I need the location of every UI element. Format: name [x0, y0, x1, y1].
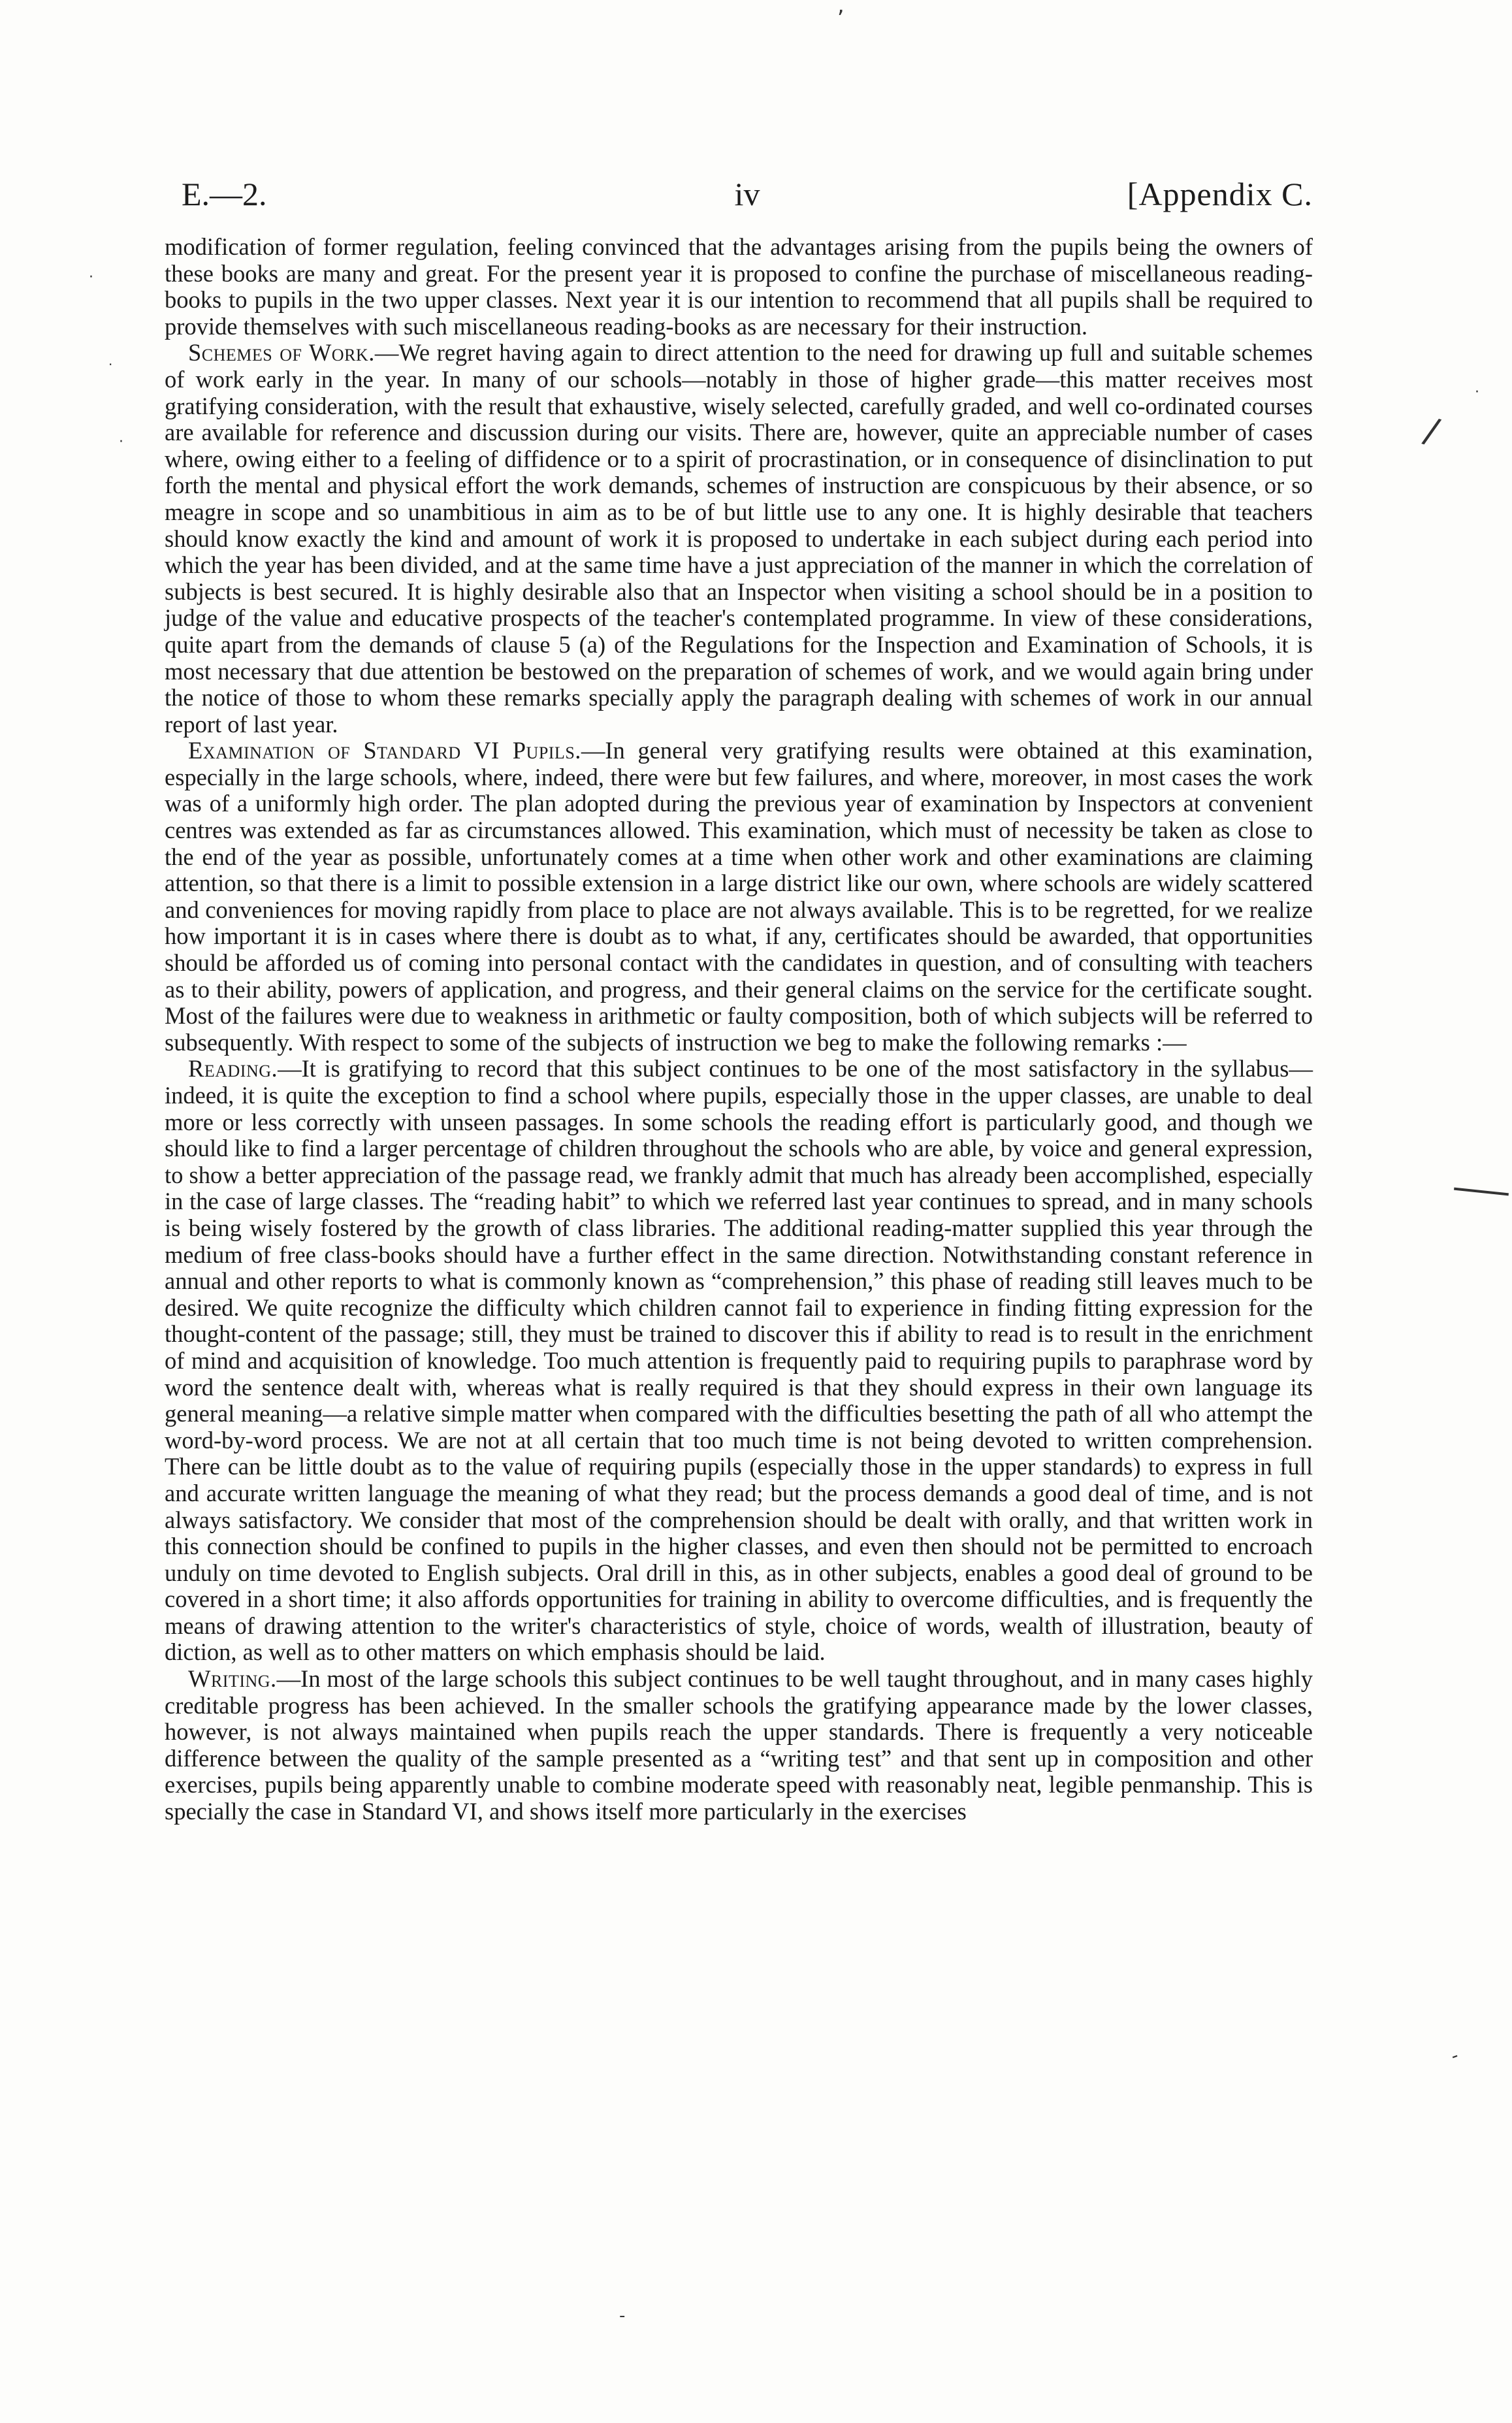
- ink-speck-mark: ,: [837, 0, 844, 18]
- paragraph-reading: [165, 1056, 1313, 1666]
- margin-pencil-line-mark: [1454, 1188, 1509, 1196]
- margin-dot-mark: ·: [89, 269, 93, 285]
- running-header: [182, 171, 1313, 217]
- paragraph-books-regulation: [165, 234, 1313, 340]
- paragraph-schemes-of-work: [165, 340, 1313, 738]
- section-heading: Writing.: [188, 1665, 277, 1693]
- report-body: [165, 234, 1313, 1825]
- section-heading: Schemes of Work.: [188, 339, 375, 366]
- page-number: iv: [734, 176, 760, 212]
- margin-dot-mark: ·: [108, 357, 113, 372]
- ink-speck-mark: -: [619, 2306, 626, 2326]
- appendix-label: [Appendix C.: [1127, 176, 1313, 212]
- margin-dot-mark: ·: [1475, 384, 1479, 400]
- paragraph-text: —In most of the large schools this subject continues to be well taught throughout, and in many cases highly creditable progress has been achieved. In the smaller schools the gratifying appearance made by the lower classes, however, is not always maintained when pupils reach the upper standards. There is frequently a very noticeable difference between the quality of the sample presented as a “writing test” and that sent up in composition and other exercises, pupils being apparently unable to combine moderate speed with reasonably neat, legible penmanship. This is specially the case in Standard VI, and shows itself more particularly in the exercises: [165, 1665, 1313, 1825]
- section-heading: Reading.: [188, 1055, 278, 1082]
- paragraph-writing: [165, 1666, 1313, 1825]
- paragraph-text: modification of former regulation, feeling convinced that the advantages arising from the pupils being the owners of these books are many and great. For the present year it is proposed to confine the purchase of miscellaneous reading-books to pupils in the two upper classes. Next year it is our intention to recommend that all pupils shall be required to provide themselves with such miscellaneous reading-books as are necessary for their instruction.: [165, 233, 1313, 340]
- margin-tick-mark: -: [1447, 2044, 1462, 2067]
- margin-pencil-mark: /: [1419, 409, 1444, 453]
- section-heading: Examination of Standard VI Pupils.: [188, 737, 581, 764]
- paragraph-standard-vi-examination: [165, 738, 1313, 1056]
- paragraph-text: —We regret having again to direct attention to the need for drawing up full and suitable schemes of work early in the year. In many of our schools—notably in those of higher grade—this matter receives most gratifying consideration, with the result that exhaustive, wisely selected, carefully graded, and well co-ordinated courses are available for reference and discussion during our visits. There are, however, quite an appreciable number of cases where, owing either to a feeling of diffidence or to a spirit of procrastination, or in consequence of disinclination to put forth the mental and physical effort the work demands, schemes of instruction are conspicuous by their absence, or so meagre in scope and so unambitious in aim as to be of but little use to any one. It is highly desirable that teachers should know exactly the kind and amount of work it is proposed to undertake in each subject during each period into which the year has been divided, and at the same time have a just appreciation of the manner in which the correlation of subjects is best secured. It is highly desirable also that an Inspector when visiting a school should be in a position to judge of the value and educative prospects of the teacher's contemplated programme. In view of these considerations, quite apart from the demands of clause 5 (a) of the Regulations for the Inspection and Examination of Schools, it is most necessary that due attention be bestowed on the preparation of schemes of work, and we would again bring under the notice of those to whom these remarks specially apply the paragraph dealing with schemes of work in our annual report of last year.: [165, 339, 1313, 738]
- paragraph-text: —In general very gratifying results were obtained at this examination, especially in the large schools, where, indeed, there were but few failures, and where, moreover, in most cases the work was of a uniformly high order. The plan adopted during the previous year of examination by Inspectors at convenient centres was extended as far as circumstances allowed. This examination, which must of necessity be taken as close to the end of the year as possible, unfortunately comes at a time when other work and other examinations are claiming attention, so that there is a limit to possible extension in a large district like our own, where schools are widely scattered and conveniences for moving rapidly from place to place are not always available. This is to be regretted, for we realize how important it is in cases where there is doubt as to what, if any, certificates should be awarded, that opportunities should be afforded us of coming into personal contact with the candidates in question, and of consulting with teachers as to their ability, powers of application, and progress, and their general claims on the service for the certificate sought. Most of the failures were due to weakness in arithmetic or faulty composition, both of which subjects will be referred to subsequently. With respect to some of the subjects of instruction we beg to make the following remarks :—: [165, 737, 1313, 1056]
- paragraph-text: —It is gratifying to record that this subject continues to be one of the most satisfactory in the syllabus—indeed, it is quite the exception to find a school where pupils, especially those in the upper classes, are unable to deal more or less correctly with unseen passages. In some schools the reading effort is particularly good, and though we should like to find a larger percentage of children throughout the schools who are able, by voice and general expression, to show a better appreciation of the passage read, we frankly admit that much has already been accomplished, especially in the case of large classes. The “reading habit” to which we referred last year continues to spread, and in many schools is being wisely fostered by the growth of class libraries. The additional reading-matter supplied this year through the medium of free class-books should have a further effect in the same direction. Notwithstanding constant reference in annual and other reports to what is commonly known as “comprehension,” this phase of reading still leaves much to be desired. We quite recognize the difficulty which children cannot fail to experience in finding fitting expression for the thought-content of the passage; still, they must be trained to discover this if ability to read is to result in the enrichment of mind and acquisition of knowledge. Too much attention is frequently paid to requiring pupils to paraphrase word by word the sentence dealt with, whereas what is really required is that they should express in their own language its general meaning—a relative simple matter when compared with the difficulties besetting the path of all who attempt the word-by-word process. We are not at all certain that too much time is not being devoted to written comprehension. There can be little doubt as to the value of requiring pupils (especially those in the upper standards) to express in full and accurate written language the meaning of what they read; but the process demands a good deal of time, and is not always satisfactory. We consider that most of the comprehension should be dealt with orally, and that written work in this connection should be confined to pupils in the higher classes, and even then should not be permitted to encroach unduly on time devoted to English subjects. Oral drill in this, as in other subjects, enables a good deal of ground to be covered in a short time; it also affords opportunities for training in ability to overcome difficulties, and is frequently the means of drawing attention to the writer's characteristics of style, choice of words, wealth of illustration, beauty of diction, as well as to other matters on which emphasis should be laid.: [165, 1055, 1313, 1666]
- margin-dot-mark: ·: [119, 434, 123, 450]
- document-reference: E.—2.: [182, 176, 267, 212]
